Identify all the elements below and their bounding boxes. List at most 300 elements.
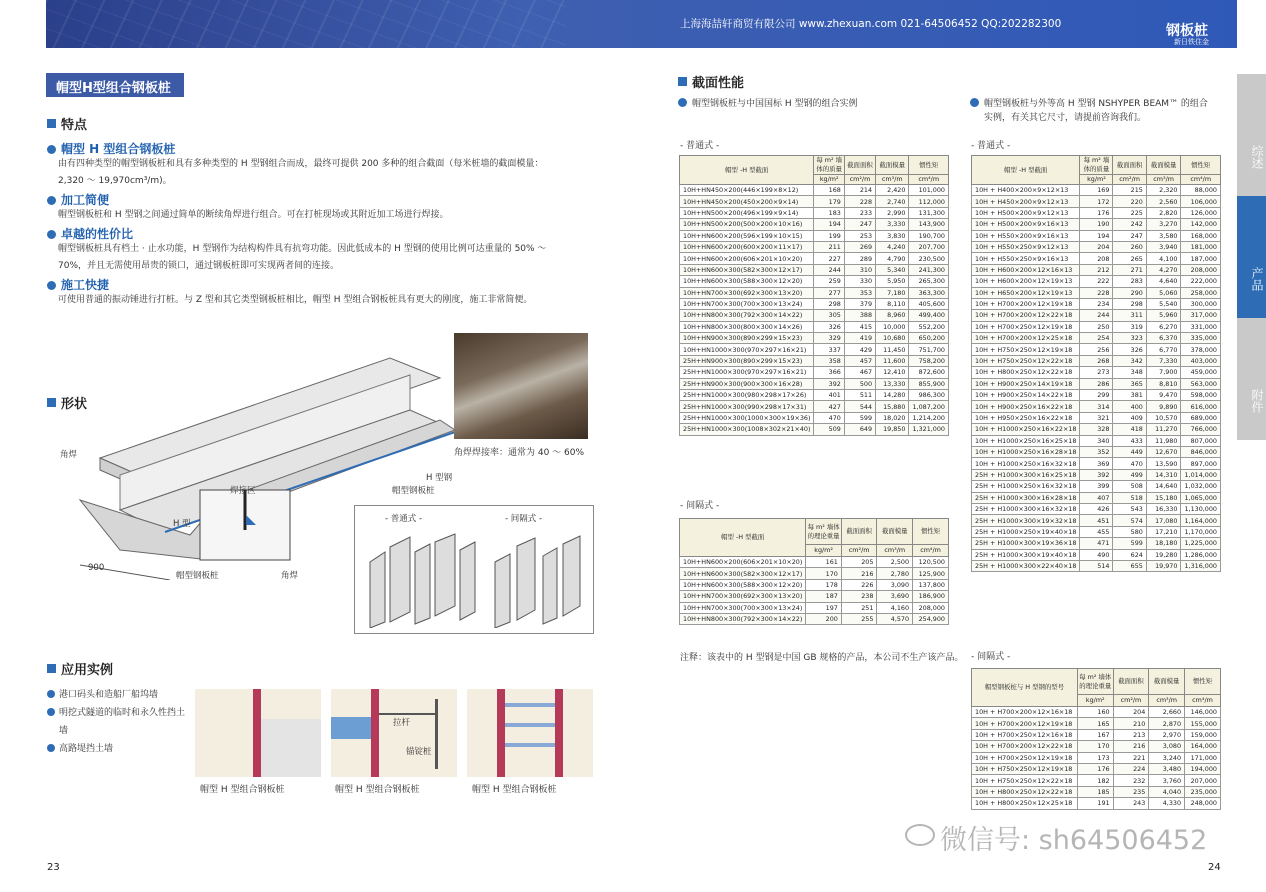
table-cell: 25H + H1000×300×19×32×18: [972, 515, 1080, 526]
table-cell: 222,000: [1181, 276, 1221, 287]
table-cell: 342: [1113, 355, 1146, 366]
table-row: [972, 367, 1221, 378]
table-cell: 208,000: [1181, 264, 1221, 275]
table-cell: 2,420: [876, 185, 909, 196]
page-number-left: 23: [47, 862, 60, 873]
table-cell: 4,790: [876, 253, 909, 264]
pile-section: [555, 689, 563, 777]
app-caption-2: 帽型 H 型组合钢板桩: [335, 785, 420, 795]
table-cell: 543: [1113, 503, 1146, 514]
table-cell: 191: [1077, 798, 1113, 809]
table-cell: 10H + H1000×250×16×28×18: [972, 446, 1080, 457]
table-row: [972, 333, 1221, 344]
table-cell: 363,300: [909, 287, 949, 298]
table-cell: 125,900: [913, 568, 949, 579]
table-row: [972, 230, 1221, 241]
table-row: [972, 321, 1221, 332]
table-cell: 255: [841, 613, 877, 624]
table-cell: 164,000: [1185, 741, 1221, 752]
table-cell: 220: [1113, 196, 1146, 207]
table-cell: 2,990: [876, 207, 909, 218]
table-cell: 10H + H800×250×12×22×18: [972, 786, 1078, 797]
table-cell: 25H + H1000×250×19×40×18: [972, 526, 1080, 537]
table-cell: 25H + H1000×300×19×40×18: [972, 549, 1080, 560]
table-cell: 2,560: [1146, 196, 1181, 207]
table-cell: 3,940: [1146, 241, 1181, 252]
table-row: [680, 591, 949, 602]
brand-subtitle: 新日铁住金: [1174, 38, 1209, 46]
table-cell: 10H + H550×250×9×12×13: [972, 241, 1080, 252]
feature-title-3: 卓越的性价比: [47, 225, 133, 242]
table-row: [680, 310, 949, 321]
table-cell: 490: [1080, 549, 1113, 560]
table-cell: 10H+HN600×300(588×300×12×20): [680, 276, 814, 287]
table-cell: 751,700: [909, 344, 949, 355]
table-cell: 7,330: [1146, 355, 1181, 366]
table-row: [972, 287, 1221, 298]
table-cell: 10H + H1000×250×16×25×18: [972, 435, 1080, 446]
table-cell: 1,170,000: [1181, 526, 1221, 537]
table-cell: 200: [806, 613, 842, 624]
table-cell: 159,000: [1185, 729, 1221, 740]
table-cell: 126,000: [1181, 207, 1221, 218]
table-cell: 10H + H750×250×12×22×18: [972, 355, 1080, 366]
table-cell: 10H + H550×200×9×16×13: [972, 230, 1080, 241]
table-cell: 10,000: [876, 321, 909, 332]
table-row: [972, 481, 1221, 492]
feature-title-2: 加工简便: [47, 191, 109, 208]
table-cell: 319: [1113, 321, 1146, 332]
label-anchor: 锚锭桩: [406, 747, 432, 757]
table-cell: 4,330: [1149, 798, 1185, 809]
table-cell: 381: [1113, 390, 1146, 401]
table-cell: 10H+HN500×200(496×199×9×14): [680, 207, 814, 218]
page-header-banner: [46, 0, 1237, 48]
table-cell: 10H+HN700×300(700×300×13×24): [680, 602, 806, 613]
table-cell: 348: [1113, 367, 1146, 378]
table-row: [972, 310, 1221, 321]
application-diagram-2: [331, 689, 457, 777]
table-row: [680, 298, 949, 309]
table-row: [972, 763, 1221, 774]
table-cell: 5,950: [876, 276, 909, 287]
table-cell: 10H + H800×250×12×25×18: [972, 798, 1078, 809]
table-cell: 286: [1080, 378, 1113, 389]
table-cell: 14,640: [1146, 481, 1181, 492]
table-cell: 227: [814, 253, 844, 264]
table-row: [972, 560, 1221, 571]
table-cell: 10H+HN800×300(792×300×14×22): [680, 613, 806, 624]
table-cell: 247: [844, 219, 875, 230]
table-cell: 330: [844, 276, 875, 287]
table-cell: 101,000: [909, 185, 949, 196]
page-title: 帽型H型组合钢板桩: [46, 73, 184, 97]
table-row: [680, 219, 949, 230]
table-cell: 8,110: [876, 298, 909, 309]
table-cell: 10H + H700×200×12×19×18: [972, 298, 1080, 309]
table-cell: 298: [1113, 298, 1146, 309]
applications-list: [47, 686, 187, 758]
list-item: 明挖式隧道的临时和永久性挡土墙: [47, 704, 187, 740]
strut: [505, 703, 555, 707]
table-cell: 265,300: [909, 276, 949, 287]
table-cell: 897,000: [1181, 458, 1221, 469]
table-cell: 552,200: [909, 321, 949, 332]
side-tab-appendix[interactable]: 附件: [1237, 318, 1266, 440]
table-cell: 225: [1113, 207, 1146, 218]
table-cell: 2,320: [1146, 185, 1181, 196]
table-gb-interval: 帽型 -H 型截面 每 m² 墙体的理论重量 截面面积 截面模量 惯性矩 kg/m² cm²/m cm³/m cm⁴/m 10H+HN600×200(606×201×10×20) 161 205 2,500 120,500 10H+HN600×300(582×300×12×17) 170 216 2,780 125,900 10H+HN600×300(588×300×12×20) 178 226 3,090 137,800 10H+HN700×300(692×300×13×20) 187 238 3,690 186,900 10H+HN700×300(700×300×13×24) 197 251 4,160 208,000 10H+HN800×300(792×300×14×22) 200 255 4,570 254,900: [679, 518, 949, 625]
table-cell: 433: [1113, 435, 1146, 446]
table-cell: 216: [841, 568, 877, 579]
table-cell: 574: [1113, 515, 1146, 526]
table-cell: 160: [1077, 707, 1113, 718]
table-cell: 19,280: [1146, 549, 1181, 560]
table-cell: 271: [1113, 264, 1146, 275]
table-row: [972, 219, 1221, 230]
table-cell: 299: [1080, 390, 1113, 401]
table-cell: 7,180: [876, 287, 909, 298]
table-cell: 409: [1113, 412, 1146, 423]
table-cell: 2,820: [1146, 207, 1181, 218]
table-cell: 5,540: [1146, 298, 1181, 309]
pile-photo: [454, 333, 588, 439]
table-cell: 563,000: [1181, 378, 1221, 389]
table-cell: 10H+HN600×300(582×300×12×17): [680, 568, 806, 579]
table-cell: 499: [1113, 469, 1146, 480]
brand-title: 钢板桩: [1166, 23, 1208, 39]
bullet-icon: [678, 98, 687, 107]
table-cell: 314: [1080, 401, 1113, 412]
table-cell: 172: [1080, 196, 1113, 207]
table-cell: 340: [1080, 435, 1113, 446]
table-cell: 230,500: [909, 253, 949, 264]
pile-section: [253, 689, 261, 777]
table-cell: 205: [841, 557, 877, 568]
strut: [505, 743, 555, 747]
label-h-beam: H 型钢: [426, 473, 453, 483]
table-cell: 401: [814, 390, 844, 401]
table-row: [680, 196, 949, 207]
table-row: [680, 602, 949, 613]
table-row: [972, 207, 1221, 218]
table-cell: 326: [814, 321, 844, 332]
table-cell: 326: [1113, 344, 1146, 355]
table-cell: 1,014,000: [1181, 469, 1221, 480]
inset-pile-sketch: [365, 532, 585, 628]
table-cell: 426: [1080, 503, 1113, 514]
table-cell: 331,000: [1181, 321, 1221, 332]
table-cell: 25H+HN900×300(890×299×15×23): [680, 355, 814, 366]
table-cell: 10H + H400×200×9×12×13: [972, 185, 1080, 196]
table-cell: 88,000: [1181, 185, 1221, 196]
table-row: [972, 446, 1221, 457]
table-cell: 3,830: [876, 230, 909, 241]
table-cell: 199: [814, 230, 844, 241]
table-cell: 176: [1080, 207, 1113, 218]
shape-heading: 形状: [47, 393, 87, 412]
watermark-text: 微信号: sh64506452: [940, 825, 1208, 856]
table-cell: 9,470: [1146, 390, 1181, 401]
table-cell: 10H + H700×200×12×25×18: [972, 333, 1080, 344]
table-cell: 226: [841, 579, 877, 590]
table-cell: 11,450: [876, 344, 909, 355]
table-cell: 766,000: [1181, 424, 1221, 435]
table-cell: 403,000: [1181, 355, 1221, 366]
table-cell: 378,000: [1181, 344, 1221, 355]
table-cell: 10H + H700×200×12×22×18: [972, 310, 1080, 321]
table-cell: 3,330: [876, 219, 909, 230]
table-cell: 689,000: [1181, 412, 1221, 423]
table-cell: 204: [1080, 241, 1113, 252]
table-cell: 10H+HN700×300(692×300×13×20): [680, 287, 814, 298]
table-cell: 25H+HN1000×300(980×298×17×26): [680, 390, 814, 401]
table-row: [972, 798, 1221, 809]
table-cell: 5,960: [1146, 310, 1181, 321]
table-cell: 137,800: [913, 579, 949, 590]
table-cell: 25H+HN1000×300(1000×300×19×36): [680, 412, 814, 423]
table-cell: 17,210: [1146, 526, 1181, 537]
table-cell: 228: [1080, 287, 1113, 298]
table-cell: 14,280: [876, 390, 909, 401]
table-cell: 183: [814, 207, 844, 218]
table-cell: 216: [1113, 741, 1149, 752]
table-cell: 5,060: [1146, 287, 1181, 298]
table-cell: 10,570: [1146, 412, 1181, 423]
table-row: [972, 707, 1221, 718]
feature-title-4: 施工快捷: [47, 276, 109, 293]
table-row: [972, 401, 1221, 412]
table-cell: 25H + H1000×300×16×32×18: [972, 503, 1080, 514]
table-cell: 179: [814, 196, 844, 207]
table-cell: 18,180: [1146, 538, 1181, 549]
table-cell: 250: [1080, 321, 1113, 332]
table-cell: 168: [814, 185, 844, 196]
table-cell: 4,570: [877, 613, 913, 624]
table-cell: 3,690: [877, 591, 913, 602]
table-cell: 758,200: [909, 355, 949, 366]
table-cell: 258,000: [1181, 287, 1221, 298]
table-cell: 1,286,000: [1181, 549, 1221, 560]
table-cell: 176: [1077, 763, 1113, 774]
table-cell: 25H + H1000×300×19×36×18: [972, 538, 1080, 549]
table-row: [680, 344, 949, 355]
table-row: [972, 549, 1221, 560]
table-cell: 379: [844, 298, 875, 309]
label-fillet-weld-2: 角焊: [281, 571, 299, 581]
table-cell: 25H+HN1000×300(970×297×16×21): [680, 367, 814, 378]
table-row: [972, 435, 1221, 446]
table-cell: 1,130,000: [1181, 503, 1221, 514]
applications-heading: 应用实例: [47, 659, 113, 678]
table-cell: 242: [1113, 219, 1146, 230]
table-cell: 10H+HN900×300(890×299×15×23): [680, 333, 814, 344]
table-cell: 10H + H750×250×12×22×18: [972, 775, 1078, 786]
table-cell: 4,040: [1149, 786, 1185, 797]
bullet-icon: [47, 196, 56, 205]
table-cell: 170: [806, 568, 842, 579]
table-cell: 19,970: [1146, 560, 1181, 571]
app-caption-3: 帽型 H 型组合钢板桩: [472, 785, 557, 795]
bullet-icon: [47, 281, 56, 290]
table-cell: 171,000: [1185, 752, 1221, 763]
photo-caption: 角焊焊接率：通常为 40 ～ 60%: [454, 448, 585, 458]
table-cell: 1,225,000: [1181, 538, 1221, 549]
table-row: [972, 344, 1221, 355]
table-cell: 449: [1113, 446, 1146, 457]
table-cell: 10H + H450×200×9×12×13: [972, 196, 1080, 207]
table-cell: 580: [1113, 526, 1146, 537]
table-cell: 25H + H1000×250×16×32×18: [972, 481, 1080, 492]
table-cell: 10H+HN450×200(450×200×9×14): [680, 196, 814, 207]
table-cell: 7,900: [1146, 367, 1181, 378]
table-cell: 10H + H1000×250×16×22×18: [972, 424, 1080, 435]
side-tab-products[interactable]: 产品: [1237, 196, 1266, 318]
bullet-icon: [47, 145, 56, 154]
side-tab-overview[interactable]: 综述: [1237, 74, 1266, 196]
table-cell: 10H+HN600×200(606×201×10×20): [680, 253, 814, 264]
table-cell: 10,680: [876, 333, 909, 344]
table-cell: 366: [814, 367, 844, 378]
table-cell: 624: [1113, 549, 1146, 560]
table-cell: 3,480: [1149, 763, 1185, 774]
table-cell: 10H + H750×250×12×19×18: [972, 344, 1080, 355]
table-cell: 3,080: [1149, 741, 1185, 752]
table-cell: 6,370: [1146, 333, 1181, 344]
table-cell: 518: [1113, 492, 1146, 503]
table-cell: 25H+HN1000×300(1008×302×21×40): [680, 424, 814, 435]
feature-title-1: 帽型 H 型组合钢板桩: [47, 140, 175, 157]
table-cell: 337: [814, 344, 844, 355]
table-cell: 268: [1080, 355, 1113, 366]
table-cell: 190: [1080, 219, 1113, 230]
table-cell: 9,890: [1146, 401, 1181, 412]
bullet-icon: [47, 230, 56, 239]
table-cell: 335,000: [1181, 333, 1221, 344]
table-row: [680, 613, 949, 624]
table-cell: 499,400: [909, 310, 949, 321]
table-cell: 655: [1113, 560, 1146, 571]
table-cell: 353: [844, 287, 875, 298]
table-row: [972, 538, 1221, 549]
table-cell: 25H+HN1000×300(990×298×17×31): [680, 401, 814, 412]
table-cell: 508: [1113, 481, 1146, 492]
table-row: [972, 729, 1221, 740]
table-cell: 407: [1080, 492, 1113, 503]
table-row: [972, 196, 1221, 207]
table-cell: 455: [1080, 526, 1113, 537]
table-cell: 290: [1113, 287, 1146, 298]
application-diagram-1: [195, 689, 321, 777]
table-cell: 311: [1113, 310, 1146, 321]
table-row: [972, 492, 1221, 503]
table-row: [972, 775, 1221, 786]
table-cell: 4,240: [876, 241, 909, 252]
table-cell: 208,000: [913, 602, 949, 613]
table-cell: 17,080: [1146, 515, 1181, 526]
table-cell: 235,000: [1185, 786, 1221, 797]
table-ns-interval: 帽型钢板桩与 H 型钢的型号 每 m² 墙体的理论重量 截面面积 截面模量 惯性矩 kg/m² cm²/m cm³/m cm⁴/m 10H + H700×200×12×16×18 160 204 2,660 146,000 10H + H700×200×12×19×18 165 210 2,870 155,000 10H + H700×250×12×16×18 167 213 2,970 159,000 10H + H700×200×12×22×18 170 216 3,080 164,000 10H + H700×250×12×19×18 173 221 3,240 171,000 10H + H750×250×12×19×18 176 224 3,480 194,000 10H + H750×250×12×22×18 182 232 3,760 207,000 10H + H800×250×12×22×18 185 235 4,040 235,000 10H + H800×250×12×25×18 191 243 4,330 248,000: [971, 668, 1221, 810]
table-cell: 235: [1113, 786, 1149, 797]
table-cell: 4,640: [1146, 276, 1181, 287]
table-cell: 599: [1113, 538, 1146, 549]
table-cell: 146,000: [1185, 707, 1221, 718]
table-cell: 221: [1113, 752, 1149, 763]
table-row: [972, 458, 1221, 469]
square-bullet-icon: [47, 119, 56, 128]
feature-text-2: 帽型钢板桩和 H 型钢之间通过简单的断续角焊进行组合。可在打桩现场或其附近加工场进行焊接。: [58, 210, 449, 220]
table-cell: 169: [1080, 185, 1113, 196]
table-cell: 224: [1113, 763, 1149, 774]
table-row: [680, 207, 949, 218]
square-bullet-icon: [47, 398, 56, 407]
table-cell: 234: [1080, 298, 1113, 309]
table-row: [680, 401, 949, 412]
table-cell: 10H + H950×250×16×22×18: [972, 412, 1080, 423]
label-hat-pile: 帽型钢板桩: [176, 571, 219, 581]
table-cell: 214: [844, 185, 875, 196]
table-cell: 187,000: [1181, 253, 1221, 264]
table-cell: 300,000: [1181, 298, 1221, 309]
table-cell: 215: [1113, 185, 1146, 196]
table-row: [680, 321, 949, 332]
table-cell: 10H + H700×200×12×19×18: [972, 718, 1078, 729]
table-cell: 427: [814, 401, 844, 412]
table-cell: 12,410: [876, 367, 909, 378]
table-row: [972, 752, 1221, 763]
table-cell: 131,300: [909, 207, 949, 218]
table-cell: 283: [1113, 276, 1146, 287]
label-hat-pile-2: 帽型钢板桩: [392, 486, 435, 496]
table-cell: 1,214,200: [909, 412, 949, 423]
table-cell: 289: [844, 253, 875, 264]
table-cell: 155,000: [1185, 718, 1221, 729]
table-cell: 181,000: [1181, 241, 1221, 252]
table-footnote: 注释：该表中的 H 型钢是中国 GB 规格的产品，本公司不生产该产品。: [680, 653, 964, 663]
table-cell: 10H + H700×200×12×22×18: [972, 741, 1078, 752]
table-cell: 10H + H900×250×14×22×18: [972, 390, 1080, 401]
table-row: [680, 568, 949, 579]
table-cell: 120,500: [913, 557, 949, 568]
table-cell: 165: [1077, 718, 1113, 729]
table-row: [972, 378, 1221, 389]
table-cell: 10H+HN600×300(588×300×12×20): [680, 579, 806, 590]
table-cell: 207,700: [909, 241, 949, 252]
table-cell: 222: [1080, 276, 1113, 287]
table-cell: 10H + H700×250×12×19×18: [972, 752, 1078, 763]
table-cell: 212: [1080, 264, 1113, 275]
inset-normal-label: - 普通式 -: [385, 514, 423, 524]
anchor-pile: [435, 699, 438, 769]
table-cell: 10H + H700×250×12×19×18: [972, 321, 1080, 332]
table-cell: 15,880: [876, 401, 909, 412]
table-cell: 10H + H1000×250×16×32×18: [972, 458, 1080, 469]
table-cell: 2,870: [1149, 718, 1185, 729]
table-cell: 187: [806, 591, 842, 602]
pile-section: [497, 689, 505, 777]
table-cell: 208: [1080, 253, 1113, 264]
label-width: 900: [88, 563, 105, 573]
table-cell: 649: [844, 424, 875, 435]
table-cell: 10H+HN600×300(582×300×12×17): [680, 264, 814, 275]
left-interval-label: - 间隔式 -: [680, 501, 720, 511]
table-row: [680, 185, 949, 196]
table-row: [680, 276, 949, 287]
table-cell: 650,200: [909, 333, 949, 344]
features-heading: 特点: [47, 114, 87, 133]
label-weld-zone: 焊接区: [230, 486, 256, 496]
table-cell: 142,000: [1181, 219, 1221, 230]
